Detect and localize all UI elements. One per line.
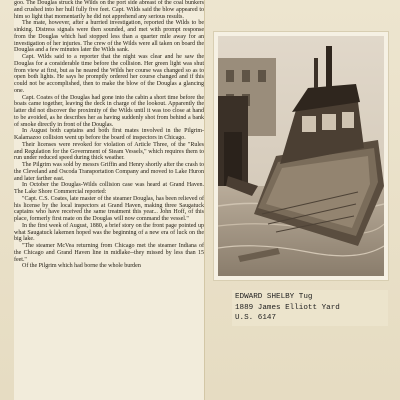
article-paragraph: Capt. Wilds said to a reporter that the night was clear and he saw the Douglas for a considerable time before the collision. Her green light was shut from view at first, but as he neared the Wilds her course was changed so as to open both lights. He says he promptly ordered her course changed and if this could not be accomplished, then to make the blow of the Douglas a glancing one.: [14, 54, 204, 94]
article-paragraph: The Pilgrim was sold by messrs Griffin and Henry shortly after the crash to the Cleveland and Oscoda Transportation Company and moved to Lake Huron and later farther east.: [14, 162, 204, 182]
caption-builder: 1889 James Elliott Yard: [235, 303, 340, 312]
article-paragraph: In October the Douglas-Wilds collision case was heard at Grand Haven. The Lake Shore Commercial reported:: [14, 182, 204, 195]
article-paragraph: "The steamer McVea returning from Chicago met the steamer Indiana of the Chicago and Grand Haven line in midlake--they missed by less than 15 feet.": [14, 243, 204, 263]
photo-frame: [214, 32, 388, 280]
article-paragraph: In the first week of August, 1880, a brief story on the front page pointed up what Saugatuck lakemen hoped was the beginning of a new era of luck on the big lake.: [14, 222, 204, 243]
article-paragraph: Capt. Coates of the Douglas had gone into the cabin a short time before the boats came together, leaving the deck in charge of the lookout. Apparently the latter did not discover the proximity of the Wilds until it was too close at hand to be avoided, as he describes her as having suddenly shot from behind a bank of smoke directly in front of the Douglas.: [14, 94, 204, 128]
article-paragraph: In August both captains and both first mates involved in the Pilgrim-Kalamazoo collision went up before the board of inspectors in Chicago.: [14, 128, 204, 141]
article-paragraph: "Capt. C.S. Coates, late master of the steamer Douglas, has been relieved of his license by the local inspectors at Grand Haven, making three Saugatuck captains who have received the same treatment this year... John Hoff, of this place, formerly first mate on the Douglas will now command the vessel.": [14, 195, 204, 222]
article-paragraph: goo. The Douglas struck the Wilds on the port side abreast of the coal bunkers and crushed into her hull fully five feet. Capt. Wilds said the blow appeared to him so light that momentarily he did not apprehend any serious results.: [14, 0, 204, 20]
article-paragraph: Their licenses were revoked for violation of Article Three, of the "Rules and Regulation for the Government of Steam Vessels," which requires them to run under reduced speed during thick weather.: [14, 141, 204, 162]
article-paragraph: Of the Pilgrim which had borne the whole burden: [22, 263, 141, 270]
article-paragraph: The mate, however, after a hurried investigation, reported the Wilds to be sinking. Distress signals were then sounded, and met with prompt response from the Douglas which had stopped less than a quarter mile away for an investigation of her injuries. The crew of the Wilds were all taken on board the Douglas and a few minutes later the Wilds sank.: [14, 20, 204, 54]
caption-official-number: U.S. 6147: [235, 314, 277, 322]
article-column: [14, 0, 204, 400]
caption-vessel-name: EDWARD SHELBY Tug: [235, 293, 313, 301]
photo-caption: [232, 290, 388, 326]
shipwreck-photo: [218, 36, 384, 276]
